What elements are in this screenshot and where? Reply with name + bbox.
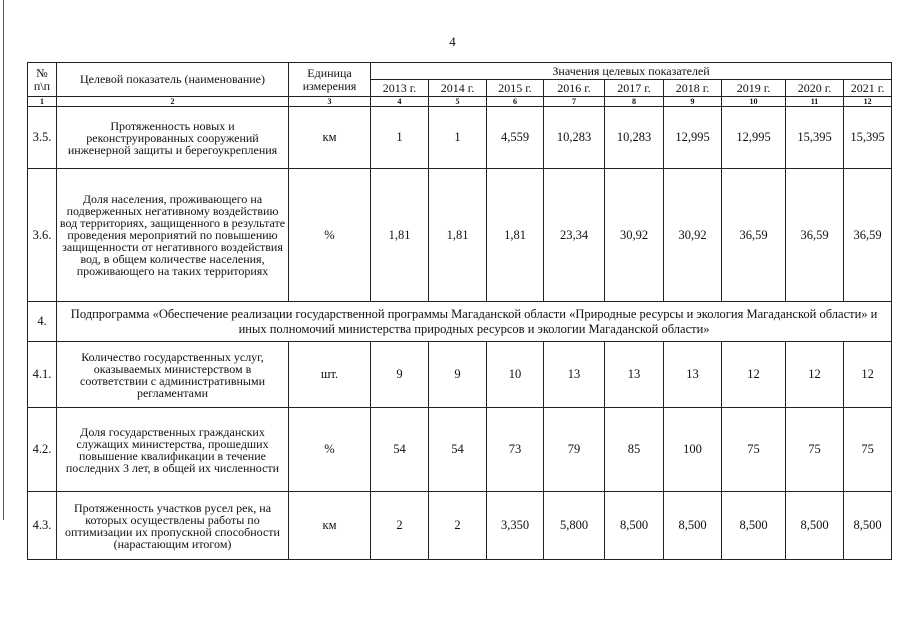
table-row [28, 408, 892, 492]
value-cell: 8,500 [844, 492, 892, 560]
column-number: 12 [844, 97, 892, 107]
row-number: 4.2. [28, 408, 57, 492]
value-cell: 8,500 [664, 492, 722, 560]
page-number: 4 [449, 34, 456, 49]
header-year: 2021 г. [844, 80, 892, 97]
value-cell: 23,34 [544, 169, 605, 302]
row-number: 3.5. [28, 107, 57, 169]
value-cell: 1,81 [371, 169, 429, 302]
value-cell: 8,500 [786, 492, 844, 560]
column-number: 4 [371, 97, 429, 107]
column-number: 8 [605, 97, 664, 107]
value-cell: 85 [605, 408, 664, 492]
indicator-name: Доля населения, проживающего на подверженных негативному воздействию вод территориях, защищенного в результате проведения мероприятий по повышению защищенности от негативного воздействия вод, в общем количестве населения, проживающего на таких территориях [57, 169, 289, 302]
value-cell: 4,559 [487, 107, 544, 169]
column-number: 6 [487, 97, 544, 107]
value-cell: 36,59 [844, 169, 892, 302]
value-cell: 12 [786, 342, 844, 408]
column-number: 11 [786, 97, 844, 107]
value-cell: 36,59 [722, 169, 786, 302]
header-year: 2016 г. [544, 80, 605, 97]
value-cell: 30,92 [605, 169, 664, 302]
header-year: 2018 г. [664, 80, 722, 97]
value-cell: 1 [429, 107, 487, 169]
value-cell: 12 [722, 342, 786, 408]
value-cell: 15,395 [786, 107, 844, 169]
indicator-name: Количество государственных услуг, оказываемых министерством в соответствии с административными регламентами [57, 342, 289, 408]
subprogram-row [28, 302, 892, 342]
target-indicators-table [27, 62, 892, 560]
header-year: 2013 г. [371, 80, 429, 97]
table-row [28, 342, 892, 408]
scan-edge-line [3, 0, 4, 520]
unit-cell: км [289, 492, 371, 560]
value-cell: 8,500 [605, 492, 664, 560]
column-number: 7 [544, 97, 605, 107]
value-cell: 54 [429, 408, 487, 492]
value-cell: 12,995 [664, 107, 722, 169]
value-cell: 1 [371, 107, 429, 169]
value-cell: 73 [487, 408, 544, 492]
value-cell: 54 [371, 408, 429, 492]
value-cell: 79 [544, 408, 605, 492]
unit-cell: % [289, 408, 371, 492]
value-cell: 10,283 [605, 107, 664, 169]
indicator-name: Доля государственных гражданских служащих министерства, прошедших повышение квалификации в течение последних 3 лет, в общей их численности [57, 408, 289, 492]
value-cell: 75 [722, 408, 786, 492]
value-cell: 3,350 [487, 492, 544, 560]
header-values: Значения целевых показателей [371, 63, 892, 80]
value-cell: 30,92 [664, 169, 722, 302]
value-cell: 12,995 [722, 107, 786, 169]
header-unit: Единица измерения [289, 63, 371, 97]
table-row [28, 492, 892, 560]
header-indicator: Целевой показатель (наименование) [57, 63, 289, 97]
indicator-name: Протяженность новых и реконструированных сооружений инженерной защиты и берегоукрепления [57, 107, 289, 169]
row-number: 3.6. [28, 169, 57, 302]
unit-cell: % [289, 169, 371, 302]
value-cell: 100 [664, 408, 722, 492]
value-cell: 36,59 [786, 169, 844, 302]
value-cell: 12 [844, 342, 892, 408]
column-number: 1 [28, 97, 57, 107]
table-row [28, 169, 892, 302]
value-cell: 13 [664, 342, 722, 408]
header-year: 2019 г. [722, 80, 786, 97]
unit-cell: км [289, 107, 371, 169]
value-cell: 9 [429, 342, 487, 408]
value-cell: 75 [844, 408, 892, 492]
header-year: 2014 г. [429, 80, 487, 97]
value-cell: 10 [487, 342, 544, 408]
header-year: 2015 г. [487, 80, 544, 97]
row-number: 4.3. [28, 492, 57, 560]
column-number: 3 [289, 97, 371, 107]
value-cell: 5,800 [544, 492, 605, 560]
column-number: 9 [664, 97, 722, 107]
indicator-name: Протяженность участков русел рек, на которых осуществлены работы по оптимизации их пропускной способности (нарастающим итогом) [57, 492, 289, 560]
value-cell: 1,81 [487, 169, 544, 302]
column-number: 2 [57, 97, 289, 107]
unit-cell: шт. [289, 342, 371, 408]
value-cell: 2 [371, 492, 429, 560]
value-cell: 13 [605, 342, 664, 408]
header-year: 2020 г. [786, 80, 844, 97]
value-cell: 9 [371, 342, 429, 408]
column-number: 5 [429, 97, 487, 107]
header-year: 2017 г. [605, 80, 664, 97]
column-number: 10 [722, 97, 786, 107]
value-cell: 8,500 [722, 492, 786, 560]
value-cell: 13 [544, 342, 605, 408]
value-cell: 10,283 [544, 107, 605, 169]
value-cell: 75 [786, 408, 844, 492]
value-cell: 15,395 [844, 107, 892, 169]
value-cell: 1,81 [429, 169, 487, 302]
header-num: № п\п [28, 63, 57, 97]
row-number: 4. [28, 302, 57, 342]
row-number: 4.1. [28, 342, 57, 408]
value-cell: 2 [429, 492, 487, 560]
table-row [28, 107, 892, 169]
subprogram-title: Подпрограмма «Обеспечение реализации государственной программы Магаданской области «Природные ресурсы и экология Магаданской области» и иных полномочий министерства природных ресурсов и экологии Магаданской области» [57, 302, 892, 342]
